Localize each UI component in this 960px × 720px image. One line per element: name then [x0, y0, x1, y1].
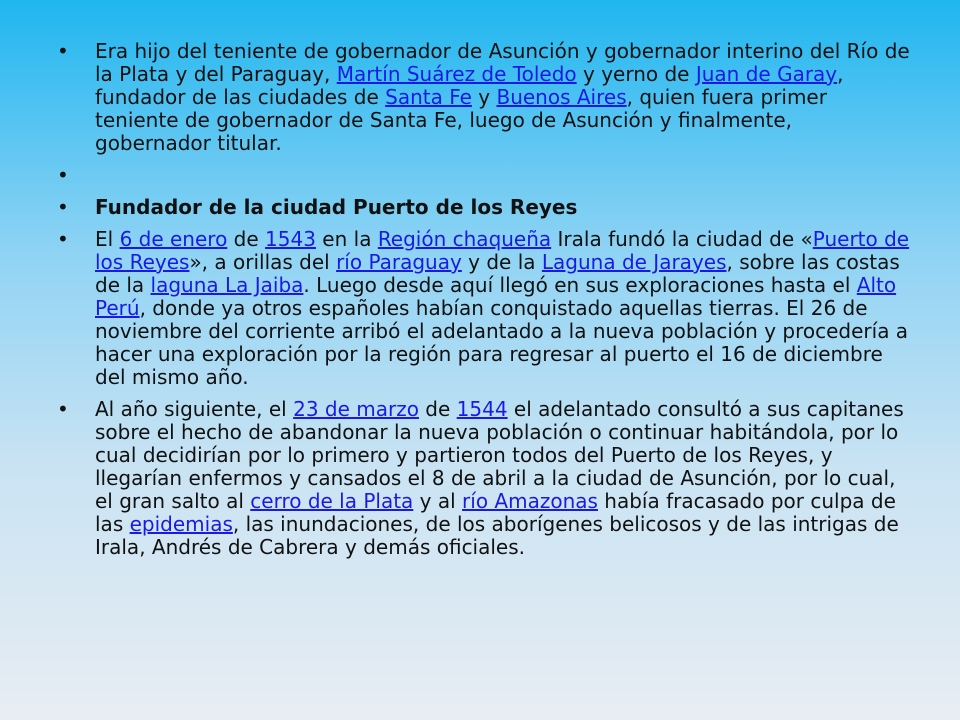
- link-laguna-la-jaiba[interactable]: laguna La Jaiba: [150, 273, 304, 297]
- text-segment: Al año siguiente, el: [95, 397, 294, 421]
- link-santa-fe[interactable]: Santa Fe: [385, 85, 472, 109]
- text-segment: y de la: [461, 250, 542, 274]
- link-6-de-enero[interactable]: 6 de enero: [119, 227, 228, 251]
- text-segment: en la: [315, 227, 378, 251]
- link-cerro-de-la-plata[interactable]: cerro de la Plata: [250, 489, 414, 513]
- text-segment: El: [95, 227, 120, 251]
- text-segment: , fundador de las ciudades de: [95, 62, 844, 109]
- link-23-de-marzo[interactable]: 23 de marzo: [293, 397, 419, 421]
- link-rio-paraguay[interactable]: río Paraguay: [336, 250, 462, 274]
- bullet-item-abandonment: [57, 398, 912, 559]
- text-segment: de: [418, 397, 457, 421]
- text-segment: había fracasado por culpa de las: [95, 489, 896, 536]
- bullet-dot: •: [57, 195, 69, 219]
- text-segment: Irala fundó la ciudad de «: [551, 227, 813, 251]
- text-segment: Era hijo del teniente de gobernador de Asunción y gobernador interino del Río de la Plata y del Paraguay,: [95, 39, 910, 86]
- link-laguna-de-jarayes[interactable]: Laguna de Jarayes: [541, 250, 727, 274]
- link-1544[interactable]: 1544: [456, 397, 508, 421]
- bullet-dot: •: [57, 39, 69, 63]
- text-segment: , las inundaciones, de los aborígenes belicosos y de las intrigas de Irala, Andrés de Cabrera y demás oficiales.: [95, 512, 899, 559]
- bullet-dot: •: [57, 227, 69, 251]
- bullet-dot: •: [57, 397, 69, 421]
- link-region-chaquena[interactable]: Región chaqueña: [377, 227, 552, 251]
- text-segment: , sobre las costas de la: [95, 250, 900, 297]
- section-heading: Fundador de la ciudad Puerto de los Reyes: [95, 195, 578, 219]
- bullet-list: [57, 40, 912, 568]
- link-rio-amazonas[interactable]: río Amazonas: [462, 489, 598, 513]
- text-segment: de: [227, 227, 266, 251]
- link-1543[interactable]: 1543: [265, 227, 316, 251]
- link-alto-peru[interactable]: Alto Perú: [95, 273, 897, 320]
- bullet-item-founding: [57, 228, 912, 389]
- bullet-dot: •: [57, 163, 69, 187]
- text-segment: y al: [413, 489, 463, 513]
- link-juan-de-garay[interactable]: Juan de Garay: [695, 62, 838, 86]
- text-segment: », a orillas del: [189, 250, 337, 274]
- link-puerto-de-los-reyes[interactable]: Puerto de los Reyes: [95, 227, 910, 274]
- text-segment: y: [471, 85, 497, 109]
- text-segment: y yerno de: [576, 62, 696, 86]
- bullet-item-empty: [57, 164, 912, 187]
- text-segment: el adelantado consultó a sus capitanes sobre el hecho de abandonar la nueva población o continuar habitándola, por lo cual decidirían por lo primero y partieron todos del Puerto de los Reyes, y llegarían enfermos y cansados el 8 de abril a la ciudad de Asunción, por lo cual, el gran salto al: [95, 397, 904, 513]
- text-segment: , quien fuera primer teniente de gobernador de Santa Fe, luego de Asunción y finalmente, gobernador titular.: [95, 85, 827, 155]
- bullet-item-heading: [57, 196, 912, 219]
- link-epidemias[interactable]: epidemias: [129, 512, 233, 536]
- bullet-item-biography: [57, 40, 912, 155]
- link-buenos-aires[interactable]: Buenos Aires: [496, 85, 627, 109]
- text-segment: . Luego desde aquí llegó en sus exploraciones hasta el: [303, 273, 857, 297]
- text-segment: , donde ya otros españoles habían conquistado aquellas tierras. El 26 de noviembre del corriente arribó el adelantado a la nueva población y procedería a hacer una exploración por la región para regresar al puerto el 16 de diciembre del mismo año.: [95, 296, 909, 389]
- link-martin-suarez-de-toledo[interactable]: Martín Suárez de Toledo: [336, 62, 577, 86]
